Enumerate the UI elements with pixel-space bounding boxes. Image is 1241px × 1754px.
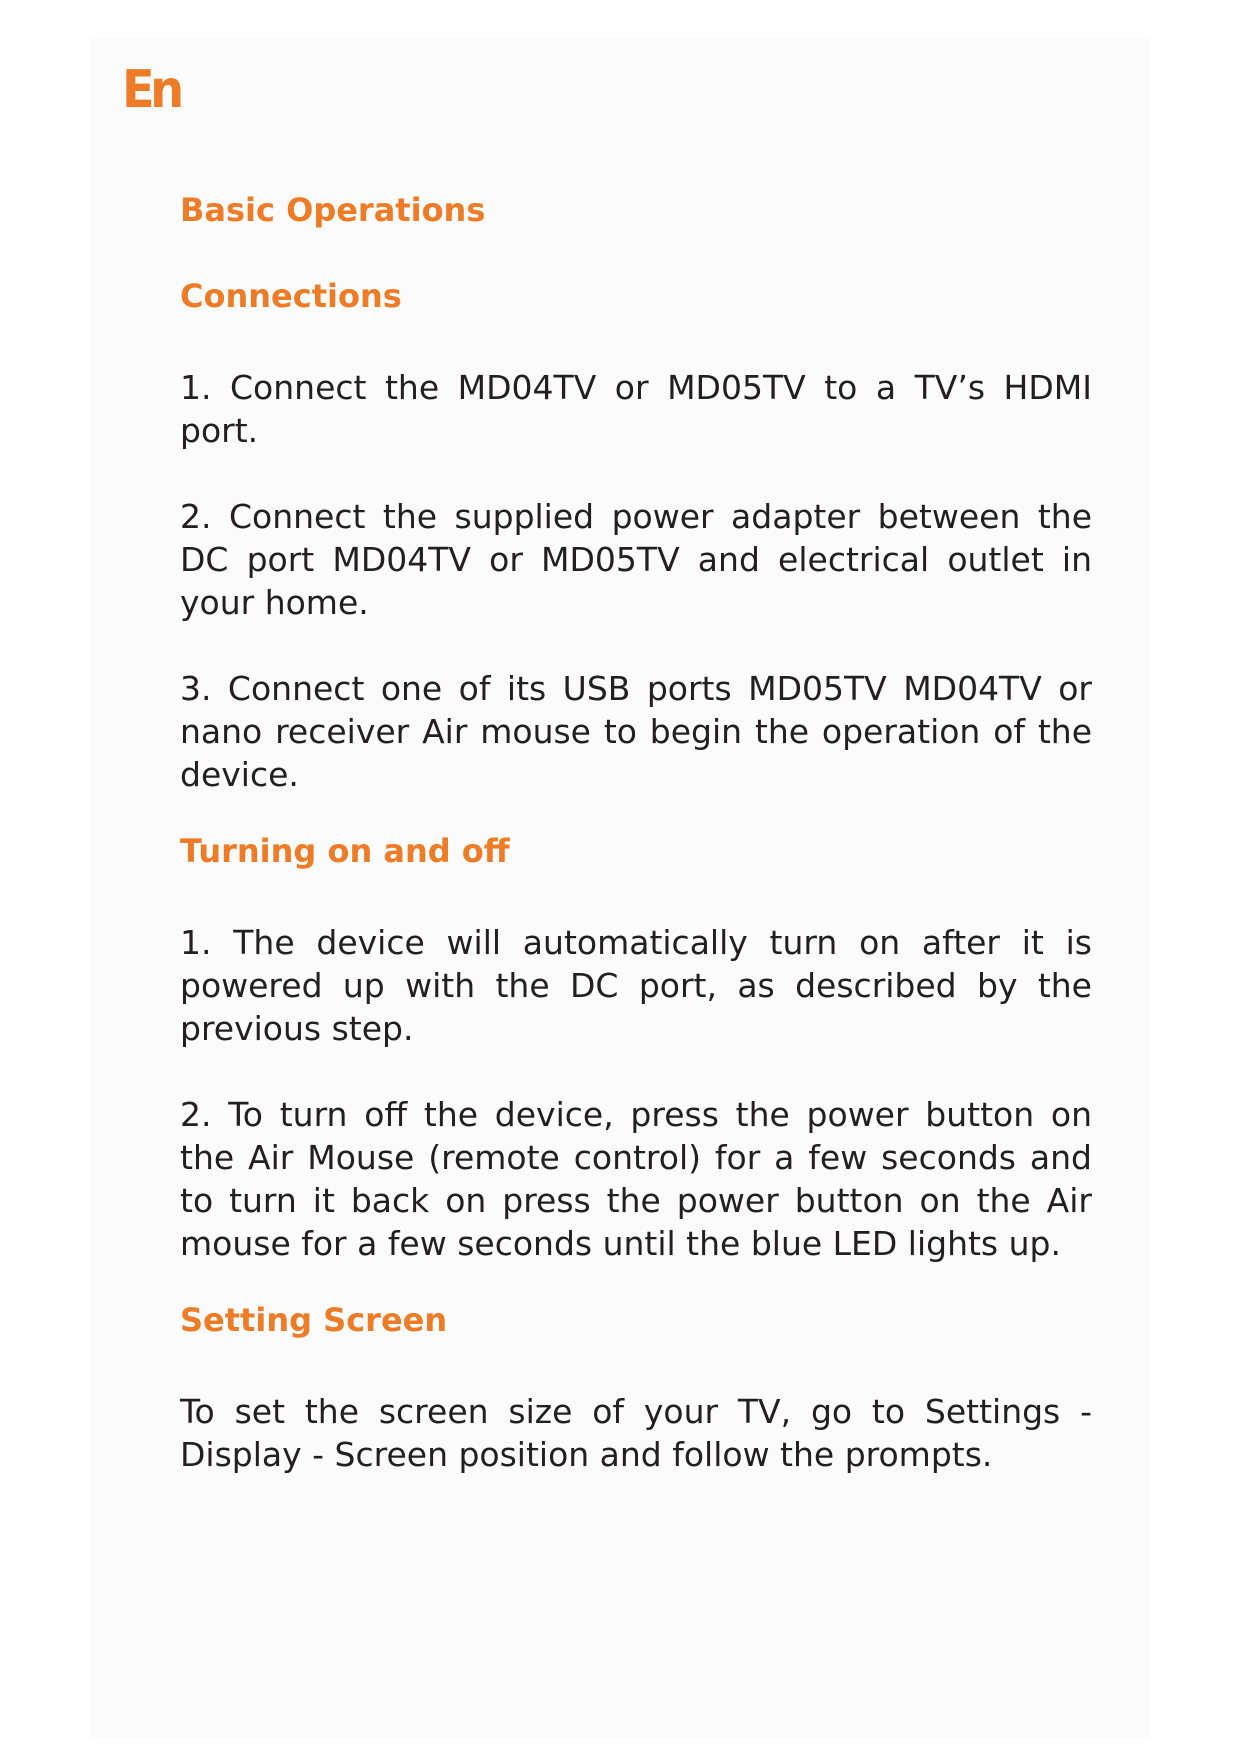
- connections-step-3: 3. Connect one of its USB ports MD05TV MD04TV or nano receiver Air mouse to begin the operation of the device.: [180, 669, 1092, 794]
- document-body: [180, 190, 1092, 1476]
- turning-step-2: 2. To turn off the device, press the power button on the Air Mouse (remote control) for a few seconds and to turn it back on press the power button on the Air mouse for a few seconds until the blue LED lights up.: [180, 1095, 1092, 1263]
- turning-step-1: 1. The device will automatically turn on after it is powered up with the DC port, as described by the previous step.: [180, 923, 1092, 1048]
- heading-basic-operations: Basic Operations: [180, 191, 486, 229]
- connections-step-1: 1. Connect the MD04TV or MD05TV to a TV’s HDMI port.: [180, 368, 1092, 450]
- heading-setting-screen: Setting Screen: [180, 1301, 448, 1339]
- language-badge: En: [122, 60, 180, 120]
- heading-turning-on-off: Turning on and off: [180, 832, 510, 870]
- heading-connections: Connections: [180, 277, 402, 315]
- setting-screen-text: To set the screen size of your TV, go to Settings - Display - Screen position and follow the prompts.: [180, 1392, 1092, 1474]
- connections-step-2: 2. Connect the supplied power adapter between the DC port MD04TV or MD05TV and electrical outlet in your home.: [180, 497, 1092, 622]
